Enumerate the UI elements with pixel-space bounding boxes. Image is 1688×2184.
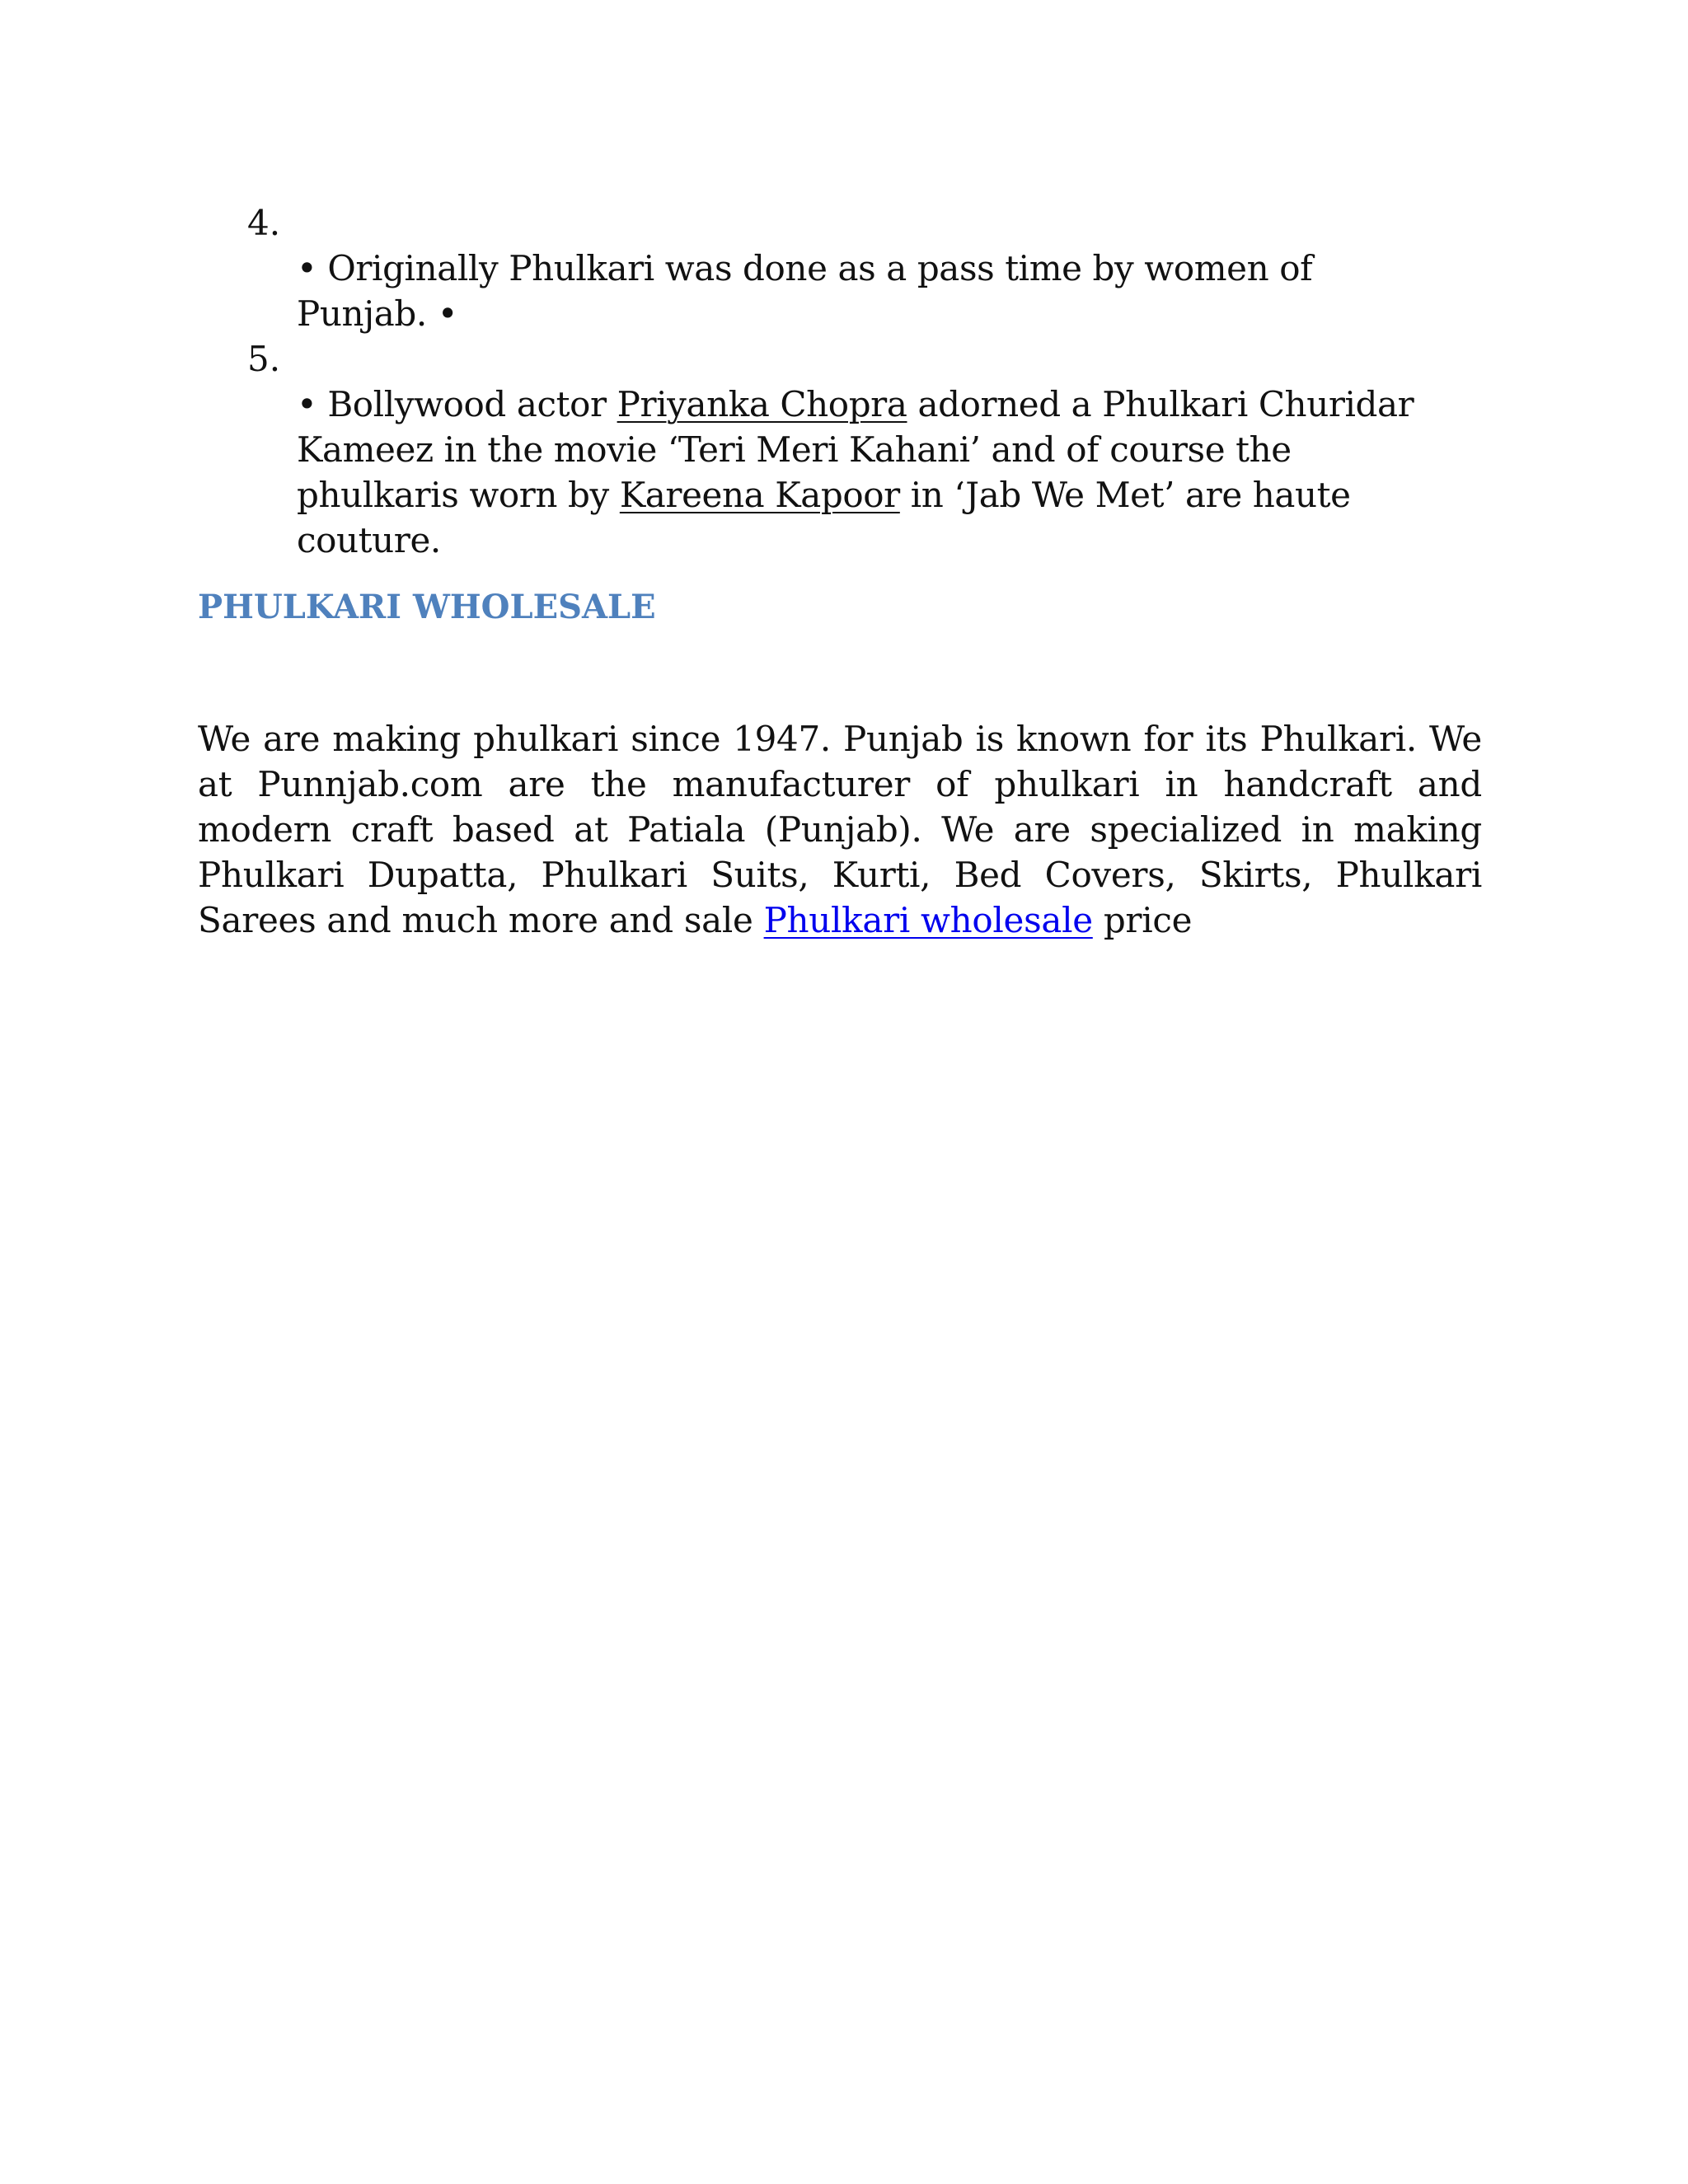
section-heading: PHULKARI WHOLESALE [198, 588, 656, 626]
list-text-segment: in ‘Jab We Met’ are haute couture. [297, 475, 1351, 560]
section-paragraph [198, 716, 1482, 943]
phulkari-wholesale-link[interactable]: Phulkari wholesale [763, 900, 1093, 940]
list-number: 5. [247, 339, 281, 379]
list-item-text [297, 382, 1451, 563]
paragraph-text: We are making phulkari since 1947. Punjab is known for its Phulkari. We at Punnjab.com are the manufacturer of phulkari in handcraft and modern craft based at Patiala (Punjab). We are specialized in making Phulkari Dupatta, Phulkari Suits, Kurti, Bed Covers, Skirts, Phulkari Sarees and much more and sale [198, 719, 1482, 940]
list-text-segment: adorned a Phulkari Churidar Kameez in the movie ‘Teri Meri Kahani’ and of course the phulkaris worn by [297, 384, 1414, 515]
list-text-segment: • Bollywood actor [297, 384, 617, 424]
list-number: 4. [247, 203, 281, 243]
list-item [247, 200, 1451, 336]
kareena-kapoor-link[interactable]: Kareena Kapoor [619, 475, 900, 515]
paragraph-end: price [1092, 900, 1193, 940]
list-item [247, 336, 1451, 563]
list-item-text: • Originally Phulkari was done as a pass time by women of Punjab. • [297, 248, 1313, 334]
numbered-list [247, 200, 1451, 563]
priyanka-chopra-link[interactable]: Priyanka Chopra [617, 384, 907, 424]
